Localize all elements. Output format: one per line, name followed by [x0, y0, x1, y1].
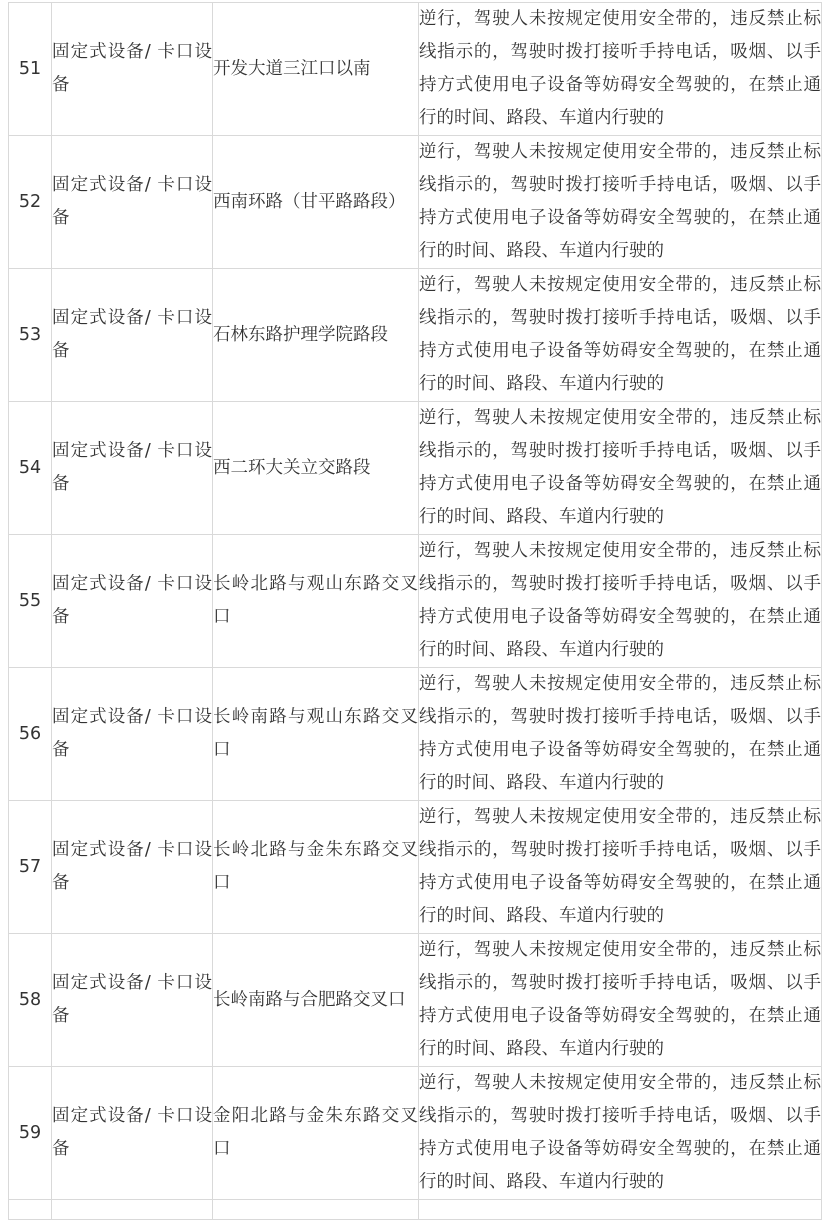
device-location: 石林东路护理学院路段 — [213, 269, 419, 402]
row-number: 51 — [9, 3, 52, 136]
device-location: 长岭北路与观山东路交叉口 — [213, 535, 419, 668]
row-number: 55 — [9, 535, 52, 668]
cell-empty — [419, 1200, 822, 1220]
device-type: 固定式设备/ 卡口设备 — [52, 136, 213, 269]
device-type: 固定式设备/ 卡口设备 — [52, 801, 213, 934]
device-type: 固定式设备/ 卡口设备 — [52, 3, 213, 136]
cell-empty — [52, 1200, 213, 1220]
row-number: 58 — [9, 934, 52, 1067]
row-number: 53 — [9, 269, 52, 402]
table-row — [9, 269, 822, 402]
table-row-partial — [9, 1200, 822, 1220]
device-type: 固定式设备/ 卡口设备 — [52, 535, 213, 668]
device-type: 固定式设备/ 卡口设备 — [52, 668, 213, 801]
device-location: 西二环大关立交路段 — [213, 402, 419, 535]
device-type: 固定式设备/ 卡口设备 — [52, 934, 213, 1067]
device-location: 开发大道三江口以南 — [213, 3, 419, 136]
cell-empty — [213, 1200, 419, 1220]
device-location: 金阳北路与金朱东路交叉口 — [213, 1067, 419, 1200]
device-location: 长岭南路与观山东路交叉口 — [213, 668, 419, 801]
device-location: 长岭北路与金朱东路交叉口 — [213, 801, 419, 934]
table-row — [9, 136, 822, 269]
table-row — [9, 668, 822, 801]
violation-types: 逆行，驾驶人未按规定使用安全带的，违反禁止标线指示的，驾驶时拨打接听手持电话，吸烟、以手持方式使用电子设备等妨碍安全驾驶的，在禁止通行的时间、路段、车道内行驶的 — [419, 668, 822, 801]
violation-types: 逆行，驾驶人未按规定使用安全带的，违反禁止标线指示的，驾驶时拨打接听手持电话，吸烟、以手持方式使用电子设备等妨碍安全驾驶的，在禁止通行的时间、路段、车道内行驶的 — [419, 402, 822, 535]
device-type: 固定式设备/ 卡口设备 — [52, 402, 213, 535]
row-number: 56 — [9, 668, 52, 801]
cell-empty — [9, 1200, 52, 1220]
row-number: 52 — [9, 136, 52, 269]
violation-types: 逆行，驾驶人未按规定使用安全带的，违反禁止标线指示的，驾驶时拨打接听手持电话，吸烟、以手持方式使用电子设备等妨碍安全驾驶的，在禁止通行的时间、路段、车道内行驶的 — [419, 535, 822, 668]
device-type: 固定式设备/ 卡口设备 — [52, 269, 213, 402]
device-location: 西南环路（甘平路路段） — [213, 136, 419, 269]
device-table — [8, 2, 822, 1220]
violation-types: 逆行，驾驶人未按规定使用安全带的，违反禁止标线指示的，驾驶时拨打接听手持电话，吸烟、以手持方式使用电子设备等妨碍安全驾驶的，在禁止通行的时间、路段、车道内行驶的 — [419, 136, 822, 269]
row-number: 54 — [9, 402, 52, 535]
violation-types: 逆行，驾驶人未按规定使用安全带的，违反禁止标线指示的，驾驶时拨打接听手持电话，吸烟、以手持方式使用电子设备等妨碍安全驾驶的，在禁止通行的时间、路段、车道内行驶的 — [419, 3, 822, 136]
violation-types: 逆行，驾驶人未按规定使用安全带的，违反禁止标线指示的，驾驶时拨打接听手持电话，吸烟、以手持方式使用电子设备等妨碍安全驾驶的，在禁止通行的时间、路段、车道内行驶的 — [419, 934, 822, 1067]
table-row — [9, 535, 822, 668]
device-type: 固定式设备/ 卡口设备 — [52, 1067, 213, 1200]
violation-types: 逆行，驾驶人未按规定使用安全带的，违反禁止标线指示的，驾驶时拨打接听手持电话，吸烟、以手持方式使用电子设备等妨碍安全驾驶的，在禁止通行的时间、路段、车道内行驶的 — [419, 269, 822, 402]
table-row — [9, 3, 822, 136]
violation-types: 逆行，驾驶人未按规定使用安全带的，违反禁止标线指示的，驾驶时拨打接听手持电话，吸烟、以手持方式使用电子设备等妨碍安全驾驶的，在禁止通行的时间、路段、车道内行驶的 — [419, 801, 822, 934]
table-row — [9, 1067, 822, 1200]
table-row — [9, 801, 822, 934]
device-location: 长岭南路与合肥路交叉口 — [213, 934, 419, 1067]
row-number: 57 — [9, 801, 52, 934]
table-row — [9, 402, 822, 535]
violation-types: 逆行，驾驶人未按规定使用安全带的，违反禁止标线指示的，驾驶时拨打接听手持电话，吸烟、以手持方式使用电子设备等妨碍安全驾驶的，在禁止通行的时间、路段、车道内行驶的 — [419, 1067, 822, 1200]
table-row — [9, 934, 822, 1067]
row-number: 59 — [9, 1067, 52, 1200]
